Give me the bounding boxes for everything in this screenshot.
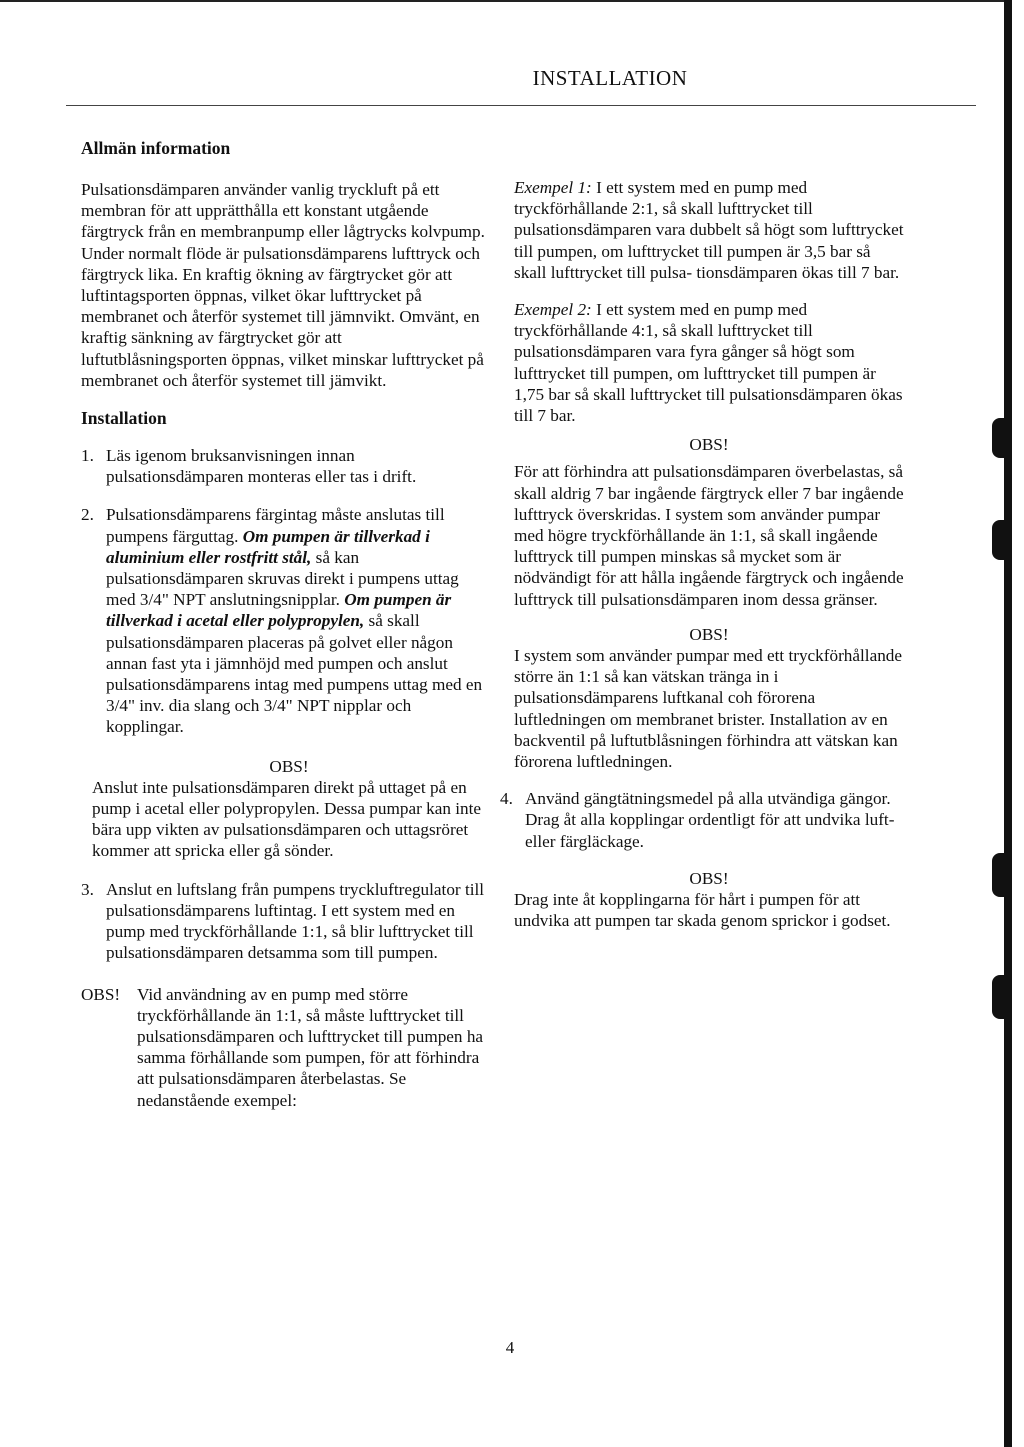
- item-text-part: så kan pulsationsdämparen skruvas direkt i pumpens uttag med 3/4" NPT anslutningsnipplar.: [106, 547, 459, 610]
- obs-text: Drag inte åt kopplingarna för hårt i pumpen för att undvika att pumpen tar skada genom sprickor i godset.: [514, 890, 891, 931]
- obs-note: [81, 756, 486, 862]
- example-label: Exempel 2:: [514, 300, 592, 320]
- general-information-text: Pulsationsdämparen använder vanlig tryckluft på ett membran för att upprätthålla ett konstant utgående färgtryck från en membranpump eller lågtrycks kolvpump. Under normalt flöde är pulsationsdämparens lufttryck och färgtryck lika. En kraftig ökning av färgtrycket gör att luftintagsporten öppnas, vilket ökar lufttrycket på membranet och återför systemet till jämnvikt. Omvänt, en kraftig sänkning av färgtrycket gör att luftutblåsningsporten öppnas, vilket minskar lufttrycket på membranet och återför systemet till jämvikt.: [81, 180, 485, 390]
- obs-text: Vid användning av en pump med större tryckförhållande än 1:1, så måste lufttrycket till pulsationsdämparen och lufttrycket till pumpen ha samma förhållande som pumpen, för att förhindra att pulsationsdämparen återbelastas. Se nedanstående exempel:: [137, 984, 484, 1110]
- list-item: [81, 445, 486, 487]
- list-item: [81, 879, 486, 964]
- item-text-part: så skall pulsationsdämparen placeras på golvet eller någon annan fast yta i jämnhöjd med pumpen och anslut pulsationsdämparens intag med pumpens uttag med en 3/4" inv. dia slang och 3/4" NPT nipplar och kopplingar.: [106, 611, 483, 737]
- example-2: [514, 299, 904, 426]
- obs-label: OBS!: [689, 435, 729, 455]
- heading-installation: Installation: [81, 408, 167, 429]
- example-text: I ett system med en pump med tryckförhållande 4:1, så skall lufttrycket till pulsationsdämparen vara fyra gånger så högt som lufttrycket till pumpen, om lufttrycket till pumpen är 1,75 bar så skall lufttrycket till pulsationsdämparen ökas till 7 bar.: [514, 300, 903, 426]
- binding-mark: [992, 853, 1008, 897]
- emphasis-text: Om pumpen är tillverkad i aluminium eller rostfritt stål,: [106, 526, 430, 567]
- list-item: [81, 504, 486, 737]
- list-item: [500, 788, 904, 852]
- obs-label: OBS!: [269, 756, 309, 776]
- item-text: Anslut en luftslang från pumpens tryckluftregulator till pulsationsdämparens luftintag. I ett system med en pump med tryckförhållande 1:1, så blir lufttrycket till pulsationsdämparen detsamma som till pumpen.: [106, 879, 485, 963]
- item-text: Använd gängtätningsmedel på alla utvändiga gängor. Drag åt alla kopplingar ordentligt för att undvika luft- eller färgläckage.: [525, 789, 895, 851]
- header-rule: [66, 105, 976, 106]
- obs-text: I system som använder pumpar med ett tryckförhållande större än 1:1 så kan vätskan tränga in i pulsationsdämparens luftkanal coh förorena luftledningen om membranet brister. Installation av en backventil på luftutblåsningen förhindra att vätskan kan förorena luftledningen.: [514, 646, 903, 772]
- obs-text: För att förhindra att pulsationsdämparen överbelastas, så skall aldrig 7 bar ingående färgtryck eller 7 bar ingående lufttryck överskridas. I system som använder pumpar med högre tryckförhållande än 1:1, så skall ingående lufttryck till pumpen minskas så mycket som är nödvändigt för att hålla ingående färgtryck och ingående lufttryck till pulsationsdämparen inom dessa gränser.: [514, 462, 904, 609]
- page-title: INSTALLATION: [532, 66, 688, 90]
- example-text: I ett system med en pump med tryckförhållande 2:1, så skall lufttrycket till pulsationsdämparen vara dubbelt så högt som lufttrycket till pumpen, om lufttrycket till pumpen är 3,5 bar så skall lufttrycket till pulsa- tionsdämparen ökas till 7 bar.: [514, 178, 904, 282]
- right-column: [500, 177, 904, 932]
- item-text-part: Pulsationsdämparens färgintag måste anslutas till pumpens färguttag.: [106, 505, 445, 546]
- item-text: Läs igenom bruksanvisningen innan pulsationsdämparen monteras eller tas i drift.: [106, 446, 417, 487]
- top-border: [0, 0, 1006, 2]
- heading-general-information: Allmän information: [81, 138, 231, 158]
- item-text: [106, 504, 486, 737]
- item-number: 4.: [500, 789, 513, 809]
- item-number: 2.: [81, 505, 94, 525]
- obs-text: Anslut inte pulsationsdämparen direkt på uttaget på en pump i acetal eller polypropylen. Dessa pumpar kan inte bära upp vikten av pulsationsdämparen och uttagsröret kommer att spricka eller gå sönder.: [92, 777, 481, 861]
- page-number: 4: [505, 1338, 515, 1357]
- item-number: 3.: [81, 879, 94, 899]
- binding-mark: [992, 520, 1008, 560]
- example-label: Exempel 1:: [514, 178, 592, 197]
- obs-label: OBS!: [689, 868, 729, 888]
- left-column: [81, 137, 486, 1111]
- obs-label: OBS!: [81, 984, 121, 1004]
- right-border: [1004, 0, 1012, 1447]
- binding-mark: [992, 418, 1008, 458]
- item-number: 1.: [81, 446, 94, 466]
- obs-note: [81, 984, 486, 1111]
- example-1: [514, 177, 904, 283]
- binding-mark: [992, 975, 1008, 1019]
- obs-label: OBS!: [689, 624, 729, 644]
- emphasis-text: Om pumpen är tillverkad i acetal eller polypropylen,: [106, 590, 452, 631]
